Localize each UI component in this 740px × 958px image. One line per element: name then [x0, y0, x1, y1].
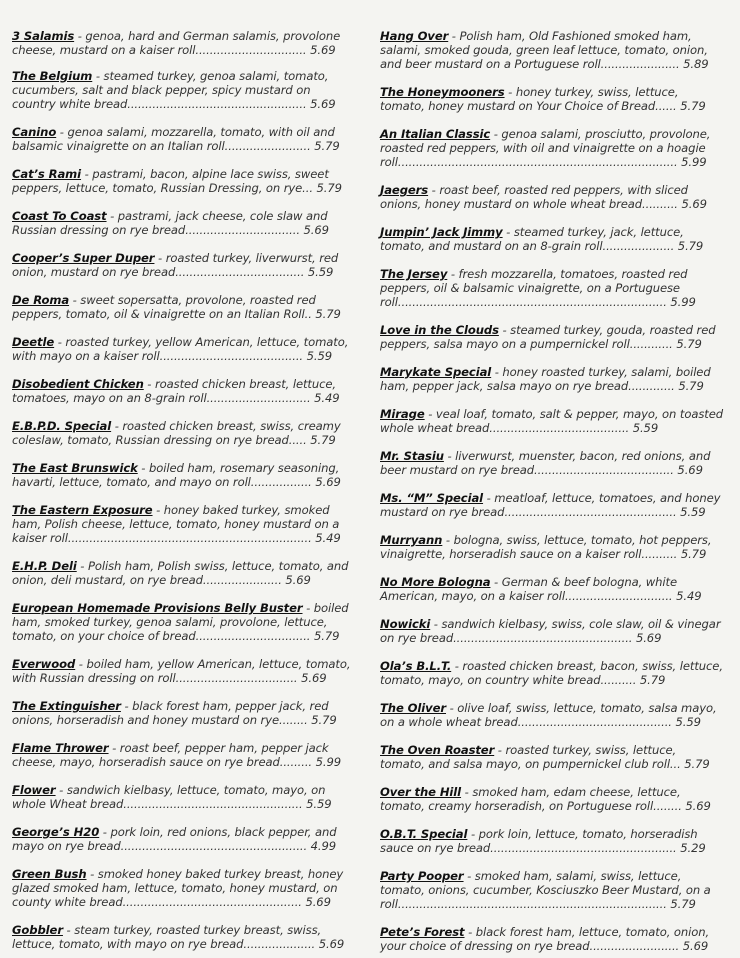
menu-item-name: Mr. Stasiu [380, 449, 444, 463]
menu-item [12, 867, 352, 909]
menu-item-description: - roasted turkey, swiss, lettuce, tomato, and salsa mayo, on pumpernickel club roll... 5.79 [380, 743, 710, 771]
menu-item-name: Flame Thrower [12, 741, 109, 755]
menu-item-description: - honey roasted turkey, salami, boiled ham, pepper jack, salsa mayo on rye bread............. 5.79 [380, 365, 711, 393]
menu-item-name: Party Pooper [380, 869, 464, 883]
menu-item-description: - roasted turkey, liverwurst, red onion, mustard on rye bread.................................... 5.59 [12, 251, 339, 279]
menu-item-description: - sandwich kielbasy, swiss, cole slaw, oil & vinegar on rye bread.................................................. 5.69 [380, 617, 721, 645]
menu-item [12, 209, 352, 237]
menu-item-description: - fresh mozzarella, tomatoes, roasted red peppers, oil & balsamic vinaigrette, on a Portuguese roll........................................................................... 5.99 [380, 267, 696, 309]
menu-item [380, 869, 724, 911]
menu-item-description: - boiled ham, rosemary seasoning, havarti, lettuce, tomato, and mayo on roll................. 5.69 [12, 461, 341, 489]
menu-item [12, 741, 352, 769]
menu-item-name: Mirage [380, 407, 425, 421]
menu-item [380, 407, 724, 435]
menu-item [12, 825, 352, 853]
menu-item-description: - genoa salami, mozzarella, tomato, with oil and balsamic vinaigrette on an Italian roll........................ 5.79 [12, 125, 340, 153]
menu-item [12, 503, 352, 545]
menu-item-description: - boiled ham, yellow American, lettuce, tomato, with Russian dressing on roll.................................. 5.69 [12, 657, 351, 685]
menu-item [380, 785, 724, 813]
menu-item [380, 491, 724, 519]
menu-item-name: Ms. “M” Special [380, 491, 484, 505]
menu-item-description: - steamed turkey, genoa salami, tomato, cucumbers, salt and black pepper, spicy mustard on country white bread.................................................. 5.69 [12, 69, 336, 111]
menu-item-name: Murryann [380, 533, 443, 547]
menu-item [12, 335, 352, 363]
menu-item-description: - boiled ham, smoked turkey, genoa salami, provolone, lettuce, tomato, on your choice of bread................................ 5.79 [12, 601, 349, 643]
menu-item-name: The Oliver [380, 701, 447, 715]
menu-item [12, 419, 352, 447]
menu-item [380, 267, 724, 309]
menu-item-name: The Belgium [12, 69, 93, 83]
menu-item-name: An Italian Classic [380, 127, 491, 141]
menu-item-description: - roast beef, roasted red peppers, with sliced onions, honey mustard on whole wheat bread.......... 5.69 [380, 183, 707, 211]
menu-item-name: George’s H20 [12, 825, 100, 839]
menu-item-name: Gobbler [12, 923, 63, 937]
menu-item-description: - pastrami, jack cheese, cole slaw and Russian dressing on rye bread................................ 5.69 [12, 209, 329, 237]
menu-item-description: - steam turkey, roasted turkey breast, swiss, lettuce, tomato, with mayo on rye bread.................... 5.69 [12, 923, 345, 951]
menu-item [380, 323, 724, 351]
menu-item-description: - smoked ham, salami, swiss, lettuce, tomato, onions, cucumber, Kosciuszko Beer Mustard, on a roll........................................................................... 5.79 [380, 869, 711, 911]
menu-item [12, 69, 352, 111]
menu-item [12, 167, 352, 195]
menu-item [12, 29, 352, 57]
menu-item-name: No More Bologna [380, 575, 491, 589]
menu-item-description: - black forest ham, lettuce, tomato, onion, your choice of dressing on rye bread......................... 5.69 [380, 925, 710, 953]
menu-item-description: - pork loin, red onions, black pepper, and mayo on rye bread.................................................... 4.99 [12, 825, 337, 853]
menu-item-description: - liverwurst, muenster, bacon, red onions, and beer mustard on rye bread....................................... 5.69 [380, 449, 711, 477]
menu-item-description: - roast beef, pepper ham, pepper jack cheese, mayo, horseradish sauce on rye bread......... 5.99 [12, 741, 342, 769]
menu-item-name: Pete’s Forest [380, 925, 465, 939]
menu-item-description: - German & beef bologna, white American, mayo, on a kaiser roll.............................. 5.49 [380, 575, 702, 603]
menu-item-description: - genoa salami, prosciutto, provolone, roasted red peppers, with oil and vinaigrette on a hoagie roll.............................................................................. 5.99 [380, 127, 711, 169]
menu-item-description: - roasted turkey, yellow American, lettuce, tomato, with mayo on a kaiser roll........................................ 5.59 [12, 335, 349, 363]
menu-item-description: - veal loaf, tomato, salt & pepper, mayo, on toasted whole wheat bread....................................... 5.59 [380, 407, 724, 435]
menu-item-name: O.B.T. Special [380, 827, 468, 841]
menu-item-description: - roasted chicken breast, swiss, creamy coleslaw, tomato, Russian dressing on rye bread..... 5.79 [12, 419, 341, 447]
menu-item-description: - olive loaf, swiss, lettuce, tomato, salsa mayo, on a whole wheat bread........................................... 5.59 [380, 701, 717, 729]
menu-item [380, 85, 724, 113]
menu-item [12, 461, 352, 489]
menu-item-name: Love in the Clouds [380, 323, 499, 337]
menu-item-description: - pastrami, bacon, alpine lace swiss, sweet peppers, lettuce, tomato, Russian Dressing, on rye... 5.79 [12, 167, 342, 195]
menu-item-description: - smoked ham, edam cheese, lettuce, tomato, creamy horseradish, on Portuguese roll........ 5.69 [380, 785, 711, 813]
menu-item-name: Cooper’s Super Duper [12, 251, 155, 265]
menu-item [380, 183, 724, 211]
menu-item [12, 377, 352, 405]
menu-item-name: Marykate Special [380, 365, 492, 379]
menu-item-description: - Polish ham, Polish swiss, lettuce, tomato, and onion, deli mustard, on rye bread...................... 5.69 [12, 559, 349, 587]
menu-item-description: - meatloaf, lettuce, tomatoes, and honey mustard on rye bread................................................ 5.59 [380, 491, 721, 519]
menu-item [380, 29, 724, 71]
menu-item-description: - smoked honey baked turkey breast, honey glazed smoked ham, lettuce, tomato, honey mustard, on county white bread.................................................. 5.69 [12, 867, 344, 909]
menu-item [12, 293, 352, 321]
menu-item-name: De Roma [12, 293, 70, 307]
menu-item-description: - bologna, swiss, lettuce, tomato, hot peppers, vinaigrette, horseradish sauce on a kaiser roll.......... 5.79 [380, 533, 712, 561]
menu-item-name: European Homemade Provisions Belly Buster [12, 601, 303, 615]
menu-item-name: Ola’s B.L.T. [380, 659, 452, 673]
menu-item [12, 125, 352, 153]
menu-item-description: - honey baked turkey, smoked ham, Polish cheese, lettuce, tomato, honey mustard on a kaiser roll.................................................................... 5.49 [12, 503, 341, 545]
menu-item [12, 601, 352, 643]
menu-item [12, 699, 352, 727]
menu-item-description: - roasted chicken breast, lettuce, tomatoes, mayo on an 8-grain roll............................. 5.49 [12, 377, 340, 405]
menu-item-name: Nowicki [380, 617, 431, 631]
menu-item-description: - steamed turkey, gouda, roasted red peppers, salsa mayo on a pumpernickel roll............ 5.79 [380, 323, 716, 351]
menu-item [380, 617, 724, 645]
menu-item-name: Hang Over [380, 29, 449, 43]
menu-item-description: - roasted chicken breast, bacon, swiss, lettuce, tomato, mayo, on country white bread.......... 5.79 [380, 659, 723, 687]
menu-item-description: - Polish ham, Old Fashioned smoked ham, salami, smoked gouda, green leaf lettuce, tomato, onion, and beer mustard on a Portuguese roll...................... 5.89 [380, 29, 709, 71]
menu-item-name: The Oven Roaster [380, 743, 495, 757]
menu-item-name: 3 Salamis [12, 29, 75, 43]
menu-item [380, 659, 724, 687]
menu-item [380, 827, 724, 855]
menu-item [380, 365, 724, 393]
menu-item [380, 925, 724, 953]
menu-item [380, 743, 724, 771]
menu-item-name: Green Bush [12, 867, 87, 881]
menu-item-description: - honey turkey, swiss, lettuce, tomato, honey mustard on Your Choice of Bread...... 5.79 [380, 85, 706, 113]
menu-item-name: The Eastern Exposure [12, 503, 153, 517]
menu-item-description: - steamed turkey, jack, lettuce, tomato, and mustard on an 8-grain roll.................... 5.79 [380, 225, 704, 253]
menu-item-name: The Honeymooners [380, 85, 505, 99]
menu-item-name: Flower [12, 783, 56, 797]
menu-item-name: E.B.P.D. Special [12, 419, 112, 433]
menu-item [380, 533, 724, 561]
menu-item-description: - sandwich kielbasy, lettuce, tomato, mayo, on whole Wheat bread.................................................. 5.59 [12, 783, 332, 811]
menu-item [12, 251, 352, 279]
menu-item-name: Coast To Coast [12, 209, 107, 223]
menu-item-name: Deetle [12, 335, 55, 349]
menu-item [12, 559, 352, 587]
menu-item-description: - sweet sopersatta, provolone, roasted red peppers, tomato, oil & vinaigrette on an Italian Roll.. 5.79 [12, 293, 341, 321]
menu-item-name: Jaegers [380, 183, 429, 197]
menu-item [380, 701, 724, 729]
menu-item-name: Over the Hill [380, 785, 462, 799]
menu-item-name: The Extinguisher [12, 699, 121, 713]
menu-item [12, 657, 352, 685]
menu-item [380, 225, 724, 253]
menu-item [12, 783, 352, 811]
menu-item [380, 575, 724, 603]
menu-item-name: The Jersey [380, 267, 448, 281]
menu-item-name: Jumpin’ Jack Jimmy [380, 225, 503, 239]
menu-item-description: - black forest ham, pepper jack, red onions, horseradish and honey mustard on rye........ 5.79 [12, 699, 337, 727]
menu-item-name: Canino [12, 125, 57, 139]
menu-item [12, 923, 352, 951]
menu-item [380, 449, 724, 477]
menu-item-name: Everwood [12, 657, 76, 671]
menu-item-name: Disobedient Chicken [12, 377, 144, 391]
menu-item [380, 127, 724, 169]
menu-item-description: - genoa, hard and German salamis, provolone cheese, mustard on a kaiser roll............................... 5.69 [12, 29, 341, 57]
menu-item-name: Cat’s Rami [12, 167, 82, 181]
menu-item-name: E.H.P. Deli [12, 559, 77, 573]
menu-item-name: The East Brunswick [12, 461, 138, 475]
menu-item-description: - pork loin, lettuce, tomato, horseradish sauce on rye bread.................................................... 5.29 [380, 827, 706, 855]
